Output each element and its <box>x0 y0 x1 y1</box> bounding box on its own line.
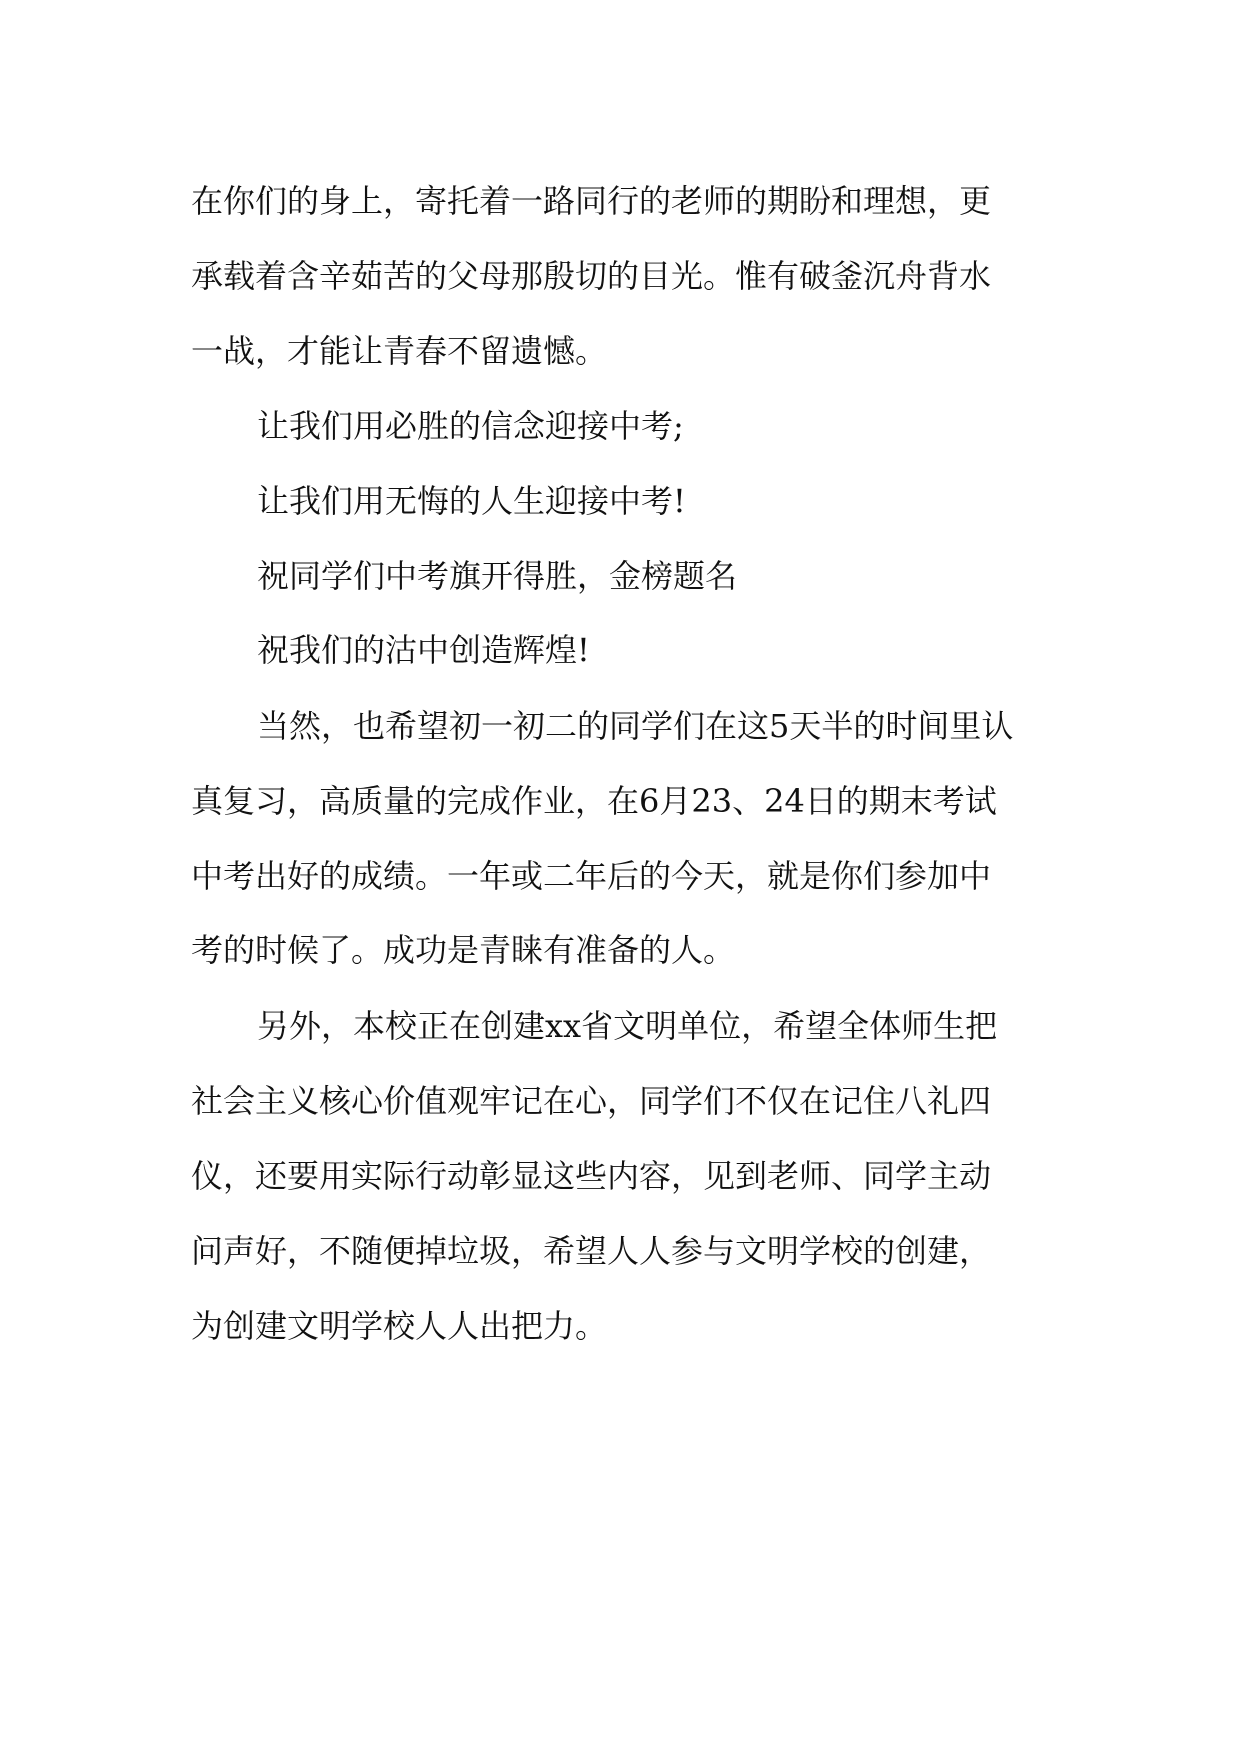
text-line: 在你们的身上，寄托着一路同行的老师的期盼和理想，更 <box>191 182 992 220</box>
text-line: 祝同学们中考旗开得胜，金榜题名 <box>257 557 738 595</box>
text-line: 另外，本校正在创建xx省文明单位，希望全体师生把 <box>257 1007 998 1045</box>
text-line: 中考出好的成绩。一年或二年后的今天，就是你们参加中 <box>191 857 992 895</box>
text-line: 祝我们的沽中创造辉煌! <box>257 631 590 669</box>
text-line: 让我们用无悔的人生迎接中考! <box>257 482 686 520</box>
text-line: 问声好，不随便掉垃圾，希望人人参与文明学校的创建， <box>191 1232 992 1270</box>
text-line: 仪，还要用实际行动彰显这些内容，见到老师、同学主动 <box>191 1157 992 1195</box>
text-line: 社会主义核心价值观牢记在心，同学们不仅在记住八礼四 <box>191 1082 992 1120</box>
text-line: 考的时候了。成功是青睐有准备的人。 <box>191 931 736 969</box>
text-line: 一战，才能让青春不留遗憾。 <box>191 332 608 370</box>
text-line: 真复习，高质量的完成作业，在6月23、24日的期末考试 <box>191 782 997 820</box>
text-line: 为创建文明学校人人出把力。 <box>191 1307 608 1345</box>
text-line: 让我们用必胜的信念迎接中考; <box>257 407 684 445</box>
text-line: 当然，也希望初一初二的同学们在这5天半的时间里认 <box>257 707 1014 745</box>
text-line: 承载着含辛茹苦的父母那殷切的目光。惟有破釜沉舟背水 <box>191 257 992 295</box>
